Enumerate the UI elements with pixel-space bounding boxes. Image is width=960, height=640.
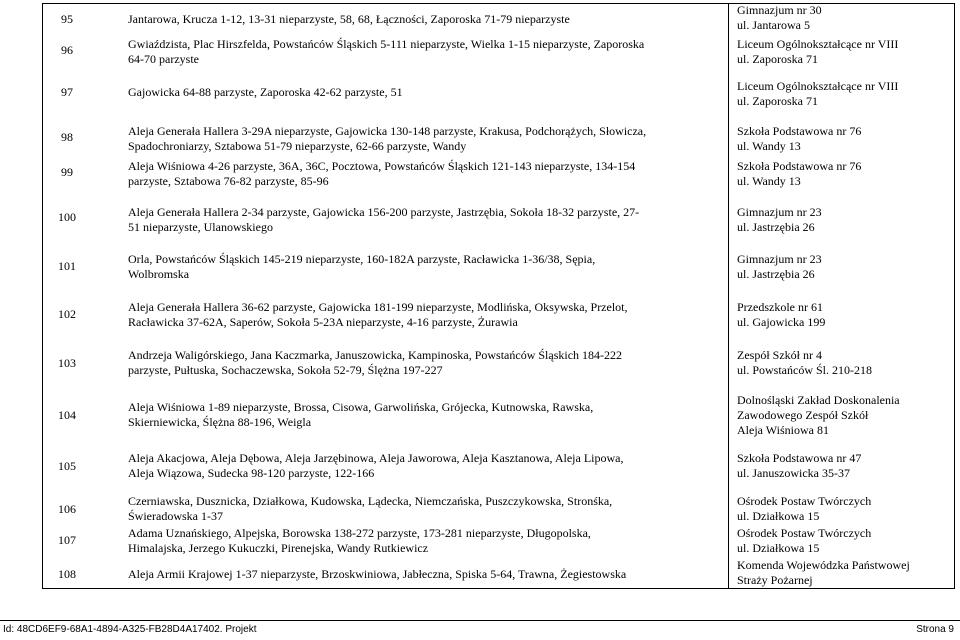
school-name-cont: Zawodowego Zespół Szkół <box>737 408 869 422</box>
school-name: Gimnazjum nr 30 <box>737 3 822 17</box>
school-name: Liceum Ogólnokształcące nr VIII <box>737 79 899 93</box>
footer-rule <box>0 620 960 621</box>
row-number: 105 <box>58 459 76 473</box>
table-right-border <box>954 3 955 589</box>
school-address: ul. Jantarowa 5 <box>737 18 810 32</box>
streets-line: Aleja Generała Hallera 2-34 parzyste, Gajowicka 156-200 parzyste, Jastrzębia, Sokoła 18-32 parzyste, 27- <box>128 205 640 219</box>
school-name: Szkoła Podstawowa nr 47 <box>737 451 862 465</box>
streets-line: Aleja Wiązowa, Sudecka 98-120 parzyste, 122-166 <box>128 466 375 480</box>
school-address: ul. Gajowicka 199 <box>737 315 826 329</box>
row-number: 100 <box>58 210 76 224</box>
streets-line: parzyste, Sztabowa 76-82 parzyste, 85-96 <box>128 174 329 188</box>
page-number: Strona 9 <box>916 624 954 635</box>
school-name: Przedszkole nr 61 <box>737 300 823 314</box>
school-address: ul. Jastrzębia 26 <box>737 220 815 234</box>
row-number: 96 <box>61 43 73 57</box>
document-id: Id: 48CD6EF9-68A1-4894-A325-FB28D4A17402. Projekt <box>3 624 257 635</box>
streets-line: Himalajska, Jerzego Kukuczki, Pirenejska, Wandy Rutkiewicz <box>128 541 429 555</box>
streets-line: Andrzeja Waligórskiego, Jana Kaczmarka, Januszowicka, Kampinoska, Powstańców Śląskich 184-222 <box>128 348 623 362</box>
streets-line: Aleja Generała Hallera 36-62 parzyste, Gajowicka 181-199 nieparzyste, Modlińska, Oksywska, Przelot, <box>128 300 628 314</box>
school-name: Dolnośląski Zakład Doskonalenia <box>737 393 900 407</box>
streets-line: Gwiaździsta, Plac Hirszfelda, Powstańców Śląskich 5-111 nieparzyste, Wielka 1-15 nieparzyste, Zaporoska <box>128 37 645 51</box>
school-address: ul. Działkowa 15 <box>737 541 820 555</box>
school-address: ul. Wandy 13 <box>737 174 801 188</box>
school-name: Komenda Wojewódzka Państwowej <box>737 558 910 572</box>
school-name: Zespół Szkół nr 4 <box>737 348 822 362</box>
school-address: ul. Powstańców Śl. 210-218 <box>737 363 872 377</box>
streets-line: 64-70 parzyste <box>128 52 199 66</box>
row-number: 106 <box>58 502 76 516</box>
row-number: 95 <box>61 12 73 26</box>
row-number: 108 <box>58 567 76 581</box>
streets-line: Spadochroniarzy, Sztabowa 51-79 nieparzyste, 62-66 parzyste, Wandy <box>128 139 467 153</box>
row-number: 102 <box>58 307 76 321</box>
streets-line: parzyste, Pułtuska, Sochaczewska, Sokoła 52-79, Ślężna 197-227 <box>128 363 443 377</box>
row-number: 104 <box>58 408 76 422</box>
school-name: Gimnazjum nr 23 <box>737 252 822 266</box>
school-address: ul. Wandy 13 <box>737 139 801 153</box>
row-number: 101 <box>58 259 76 273</box>
streets-line: Aleja Wiśniowa 4-26 parzyste, 36A, 36C, Pocztowa, Powstańców Śląskich 121-143 nieparzyste, 134-154 <box>128 159 636 173</box>
streets-line: Adama Uznańskiego, Alpejska, Borowska 138-272 parzyste, 173-281 nieparzyste, Długopolska, <box>128 526 591 540</box>
streets-line: Aleja Generała Hallera 3-29A nieparzyste, Gajowicka 130-148 parzyste, Krakusa, Podchorążych, Słowicza, <box>128 124 647 138</box>
school-name: Ośrodek Postaw Twórczych <box>737 526 872 540</box>
school-name: Ośrodek Postaw Twórczych <box>737 494 872 508</box>
streets-line: 51 nieparzyste, Ulanowskiego <box>128 220 273 234</box>
streets-line: Skierniewicka, Ślężna 88-196, Weigla <box>128 415 312 429</box>
streets-line: Czerniawska, Dusznicka, Działkowa, Kudowska, Lądecka, Niemczańska, Puszczykowska, Stronśka, <box>128 494 613 508</box>
school-name: Liceum Ogólnokształcące nr VIII <box>737 37 899 51</box>
streets-line: Aleja Akacjowa, Aleja Dębowa, Aleja Jarzębinowa, Aleja Jaworowa, Aleja Kasztanowa, Aleja Lipowa, <box>128 451 624 465</box>
row-number: 97 <box>61 85 73 99</box>
row-number: 107 <box>58 533 76 547</box>
school-name: Szkoła Podstawowa nr 76 <box>737 124 862 138</box>
row-number: 98 <box>61 130 73 144</box>
school-address: ul. Zaporoska 71 <box>737 52 818 66</box>
streets-line: Orla, Powstańców Śląskich 145-219 nieparzyste, 160-182A parzyste, Racławicka 1-36/38, Sępia, <box>128 252 596 266</box>
school-address: ul. Zaporoska 71 <box>737 94 818 108</box>
streets-line: Aleja Wiśniowa 1-89 nieparzyste, Brossa, Cisowa, Garwolińska, Grójecka, Kutnowska, Rawska, <box>128 400 594 414</box>
row-number: 103 <box>58 356 76 370</box>
school-name: Gimnazjum nr 23 <box>737 205 822 219</box>
streets-line: Gajowicka 64-88 parzyste, Zaporoska 42-62 parzyste, 51 <box>128 85 403 99</box>
school-address: ul. Januszowicka 35-37 <box>737 466 850 480</box>
row-number: 99 <box>61 165 73 179</box>
streets-line: Aleja Armii Krajowej 1-37 nieparzyste, Brzoskwiniowa, Jabłeczna, Spiska 5-64, Trawna, Żegiestowska <box>128 567 627 581</box>
school-address: ul. Działkowa 15 <box>737 509 820 523</box>
school-address: ul. Jastrzębia 26 <box>737 267 815 281</box>
school-name: Szkoła Podstawowa nr 76 <box>737 159 862 173</box>
streets-line: Jantarowa, Krucza 1-12, 13-31 nieparzyste, 58, 68, Łączności, Zaporoska 71-79 nieparzyste <box>128 12 570 26</box>
streets-line: Wolbromska <box>128 267 190 281</box>
table-bottom-border <box>42 588 955 589</box>
column-divider-school <box>728 3 729 589</box>
streets-line: Świeradowska 1-37 <box>128 509 223 523</box>
streets-line: Racławicka 37-62A, Saperów, Sokoła 5-23A nieparzyste, 4-16 parzyste, Żurawia <box>128 315 518 329</box>
school-address: Aleja Wiśniowa 81 <box>737 423 829 437</box>
school-name-cont: Straży Pożarnej <box>737 573 813 587</box>
